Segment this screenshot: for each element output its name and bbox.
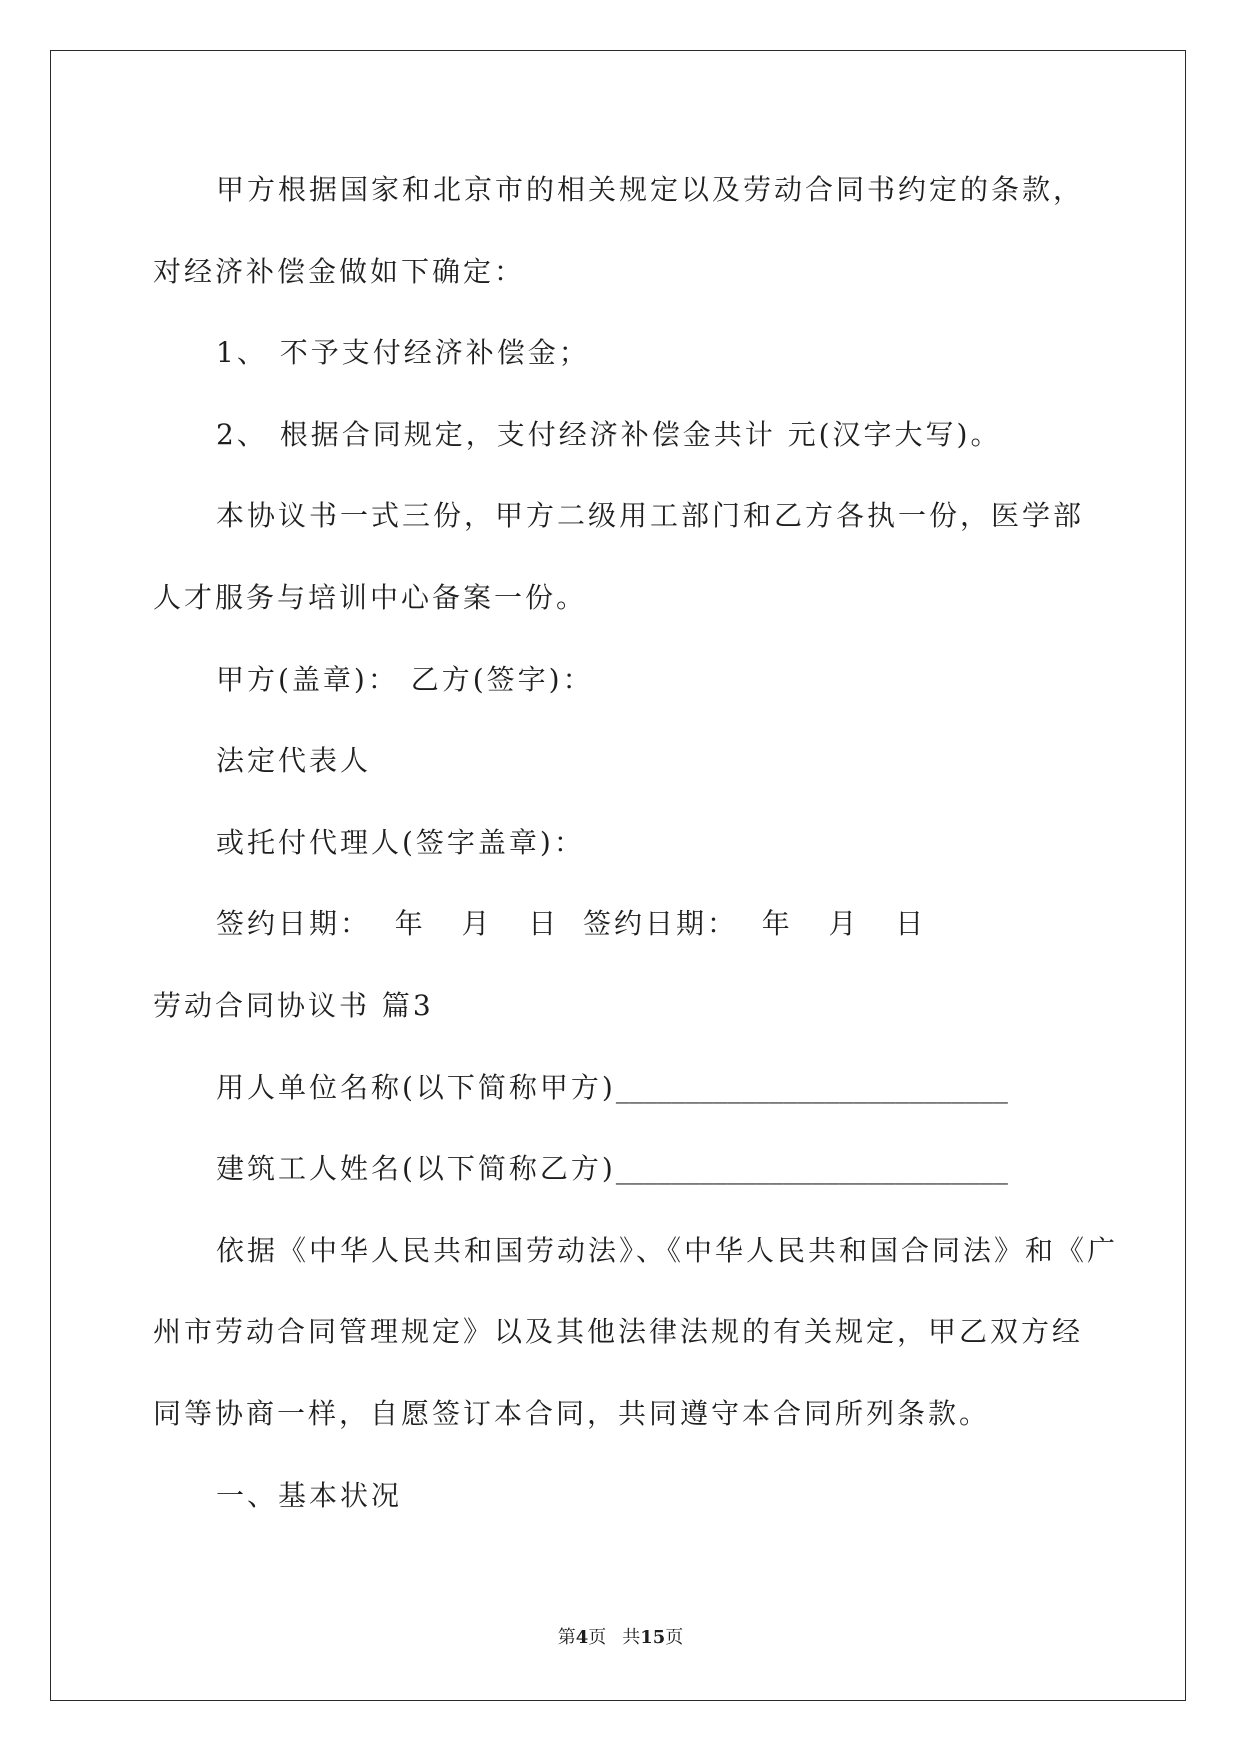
page-prefix: 第 [557,1627,576,1648]
signature-authorized-agent: 或托付代理人(签字盖章)： [216,825,585,859]
signature-legal-representative: 法定代表人 [216,744,372,778]
worker-name-label: 建筑工人姓名(以下简称乙方) [216,1152,616,1186]
employer-name-field [153,1047,1173,1129]
worker-name-blank: ____________________________ [615,1152,1008,1186]
worker-name-field [153,1128,1173,1210]
copies-clause-line: 本协议书一式三份，甲方二级用工部门和乙方各执一份，医学部 [216,499,1085,533]
basis-clause-line: 同等协商一样，自愿签订本合同，共同遵守本合同所列条款。 [153,1396,991,1430]
signature-parties: 甲方(盖章)： 乙方(签字)： [216,662,594,696]
document-body [153,149,1173,1536]
article-heading: 一、基本状况 [216,1478,403,1512]
employer-name-label: 用人单位名称(以下简称甲方) [216,1070,616,1104]
total-prefix: 共 [622,1627,641,1648]
signature-dates: 签约日期： 年 月 日 签约日期： 年 月 日 [216,907,927,941]
copies-clause-line: 人才服务与培训中心备案一份。 [153,580,588,614]
total-suffix: 页 [665,1627,684,1648]
compensation-option-2: 2、 根据合同规定，支付经济补偿金共计 元(汉字大写)。 [216,417,1002,451]
page-suffix: 页 [588,1627,607,1648]
page-number: 4 [575,1627,589,1648]
employer-name-blank: ____________________________ [615,1070,1008,1104]
basis-clause-line: 州市劳动合同管理规定》以及其他法律法规的有关规定，甲乙双方经 [153,1315,1084,1349]
page-footer [0,1626,1241,1650]
compensation-intro-line: 甲方根据国家和北京市的相关规定以及劳动合同书约定的条款， [216,173,1085,206]
total-pages: 15 [640,1627,666,1648]
compensation-intro-line: 对经济补偿金做如下确定： [153,254,526,288]
section-heading: 劳动合同协议书 篇3 [153,988,434,1022]
compensation-option-1: 1、 不予支付经济补偿金； [216,336,590,370]
basis-clause-line: 依据《中华人民共和国劳动法》、《中华人民共和国合同法》和《广 [216,1233,1119,1267]
